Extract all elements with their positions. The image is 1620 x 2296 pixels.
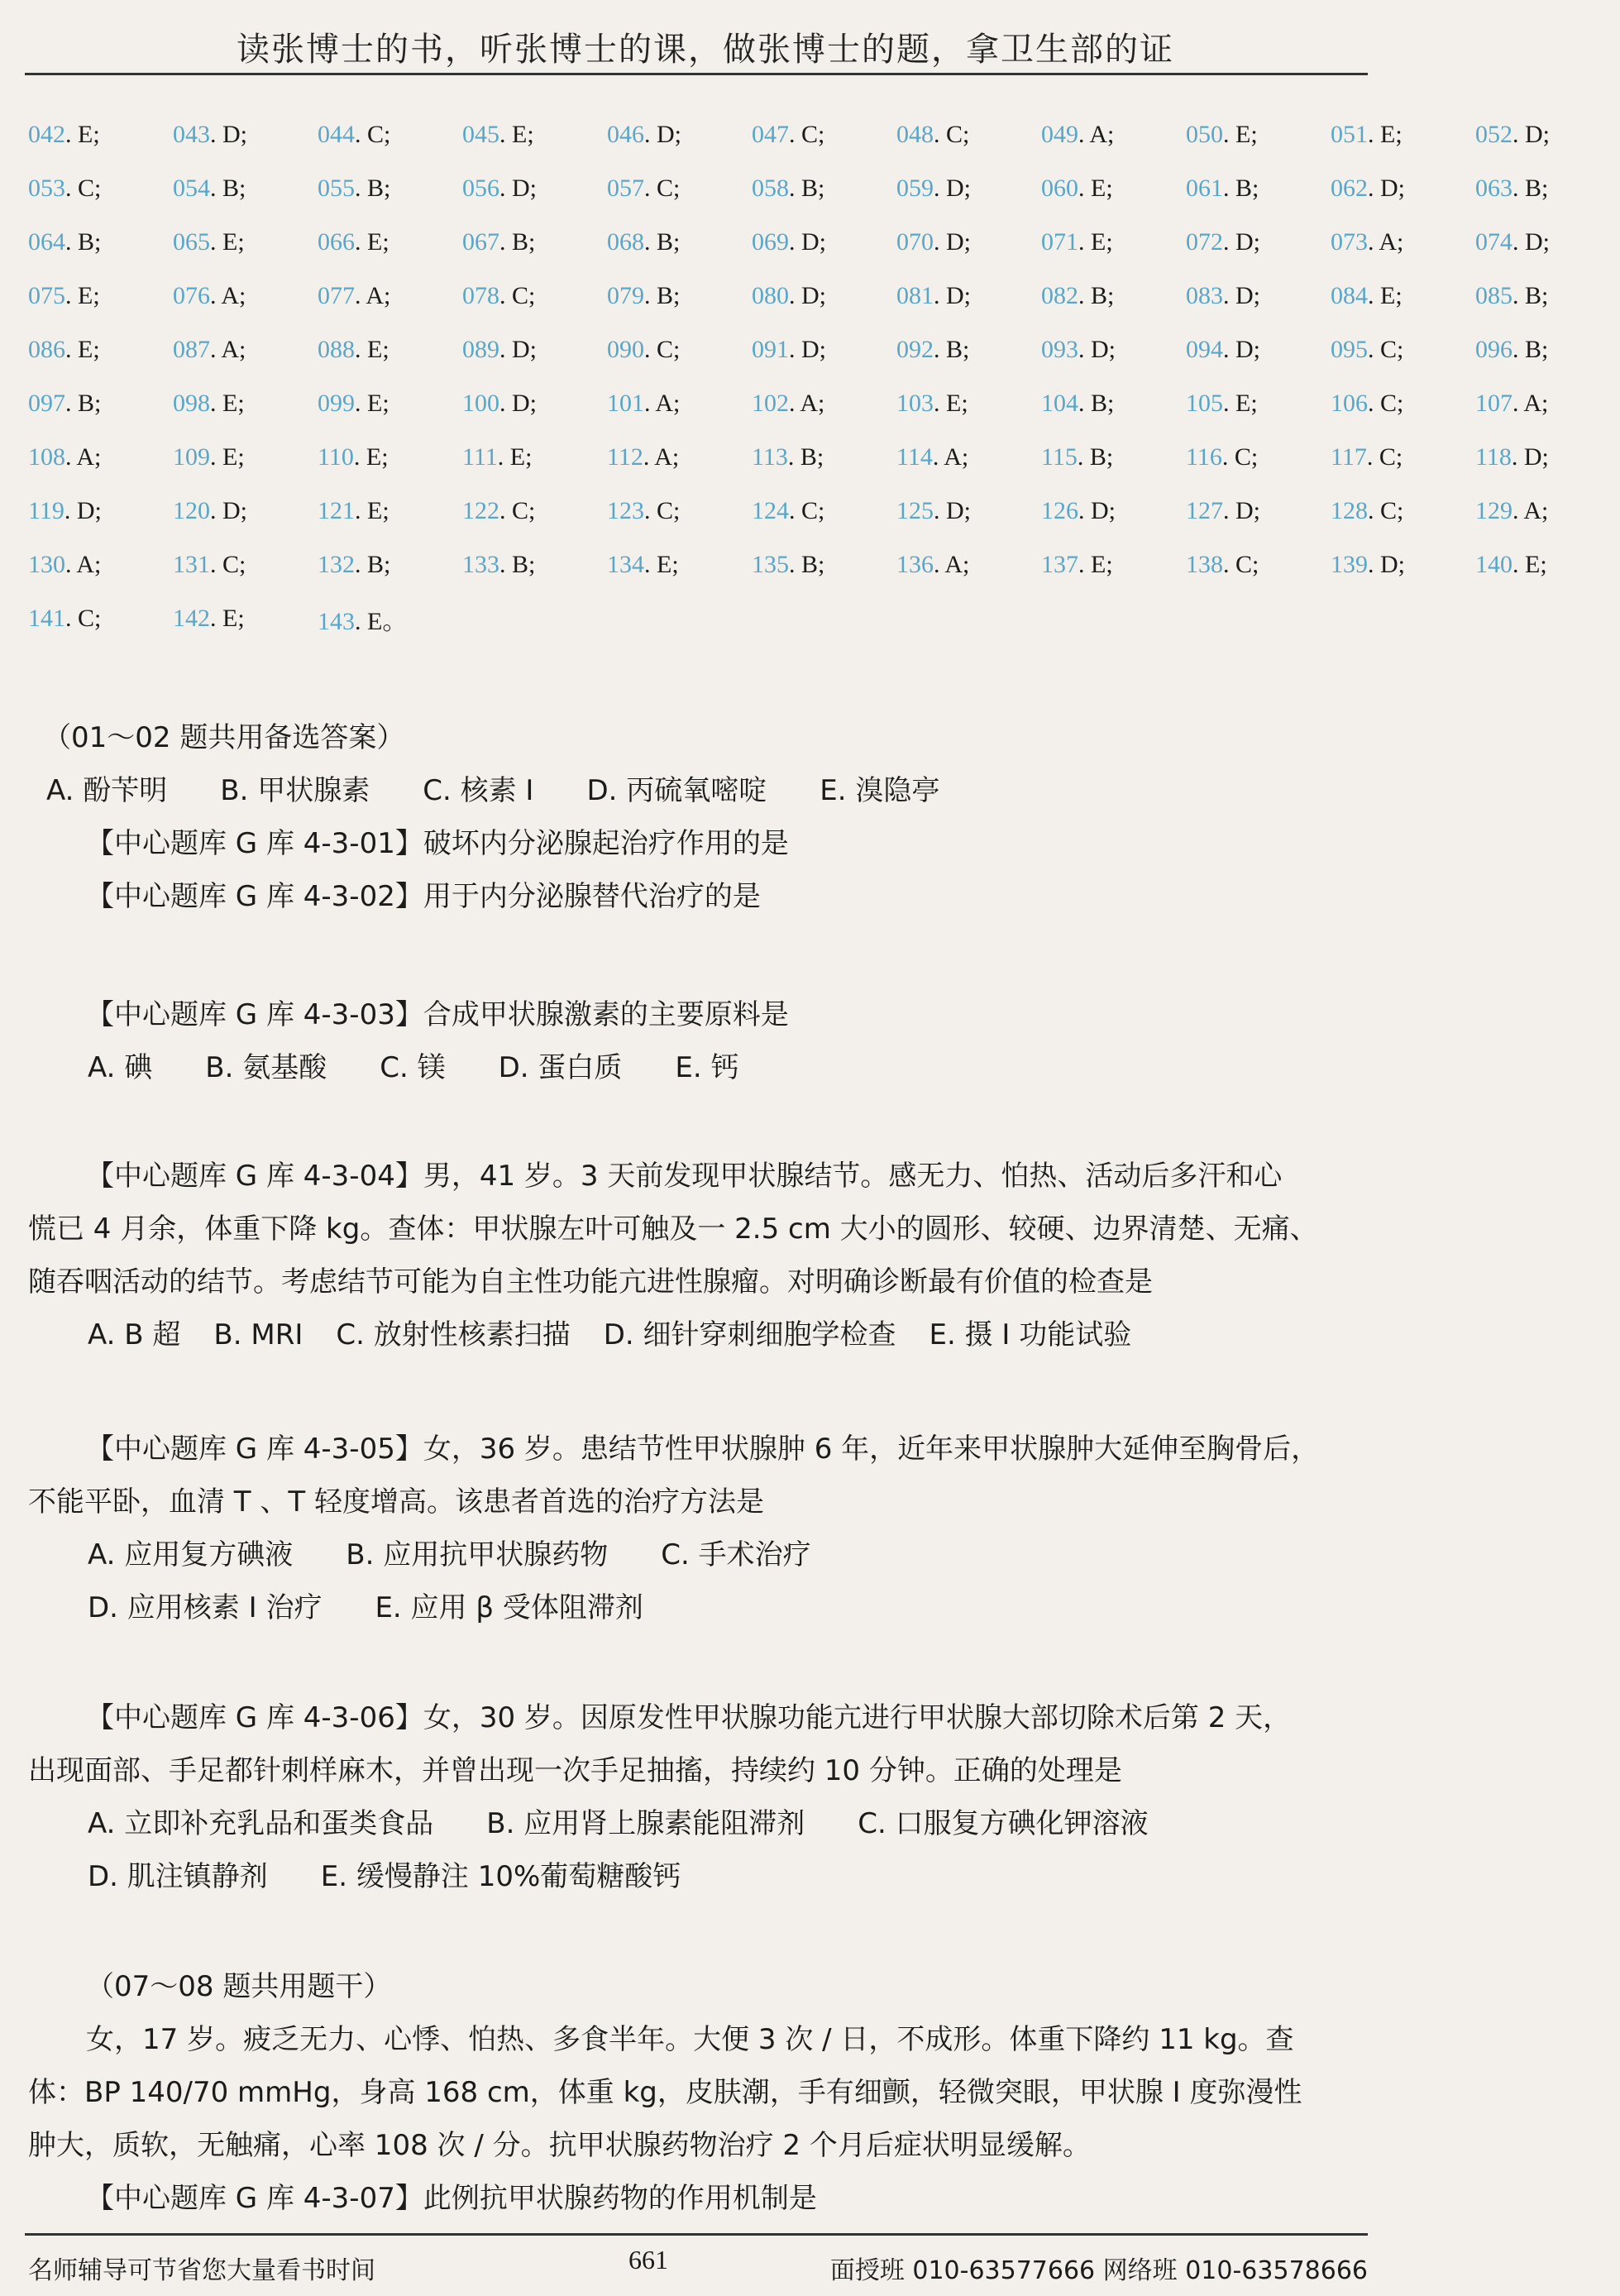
answer-item: 132. B; [318, 550, 391, 578]
answer-item: 089. D; [462, 335, 537, 363]
answer-item: 052. D; [1475, 120, 1550, 148]
answer-item: 121. E; [318, 496, 389, 524]
answer-item: 062. D; [1331, 174, 1405, 202]
option-list [28, 764, 1376, 817]
answer-row [28, 376, 1549, 430]
answer-item: 047. C; [752, 120, 825, 148]
answer-item: 079. B; [607, 281, 681, 309]
option-list-row-2 [28, 1581, 1376, 1634]
question-06-line-1: 【中心题库 G 库 4-3-06】女，30 岁。因原发性甲状腺功能亢进行甲状腺大部切除术后第 2 天， [86, 1701, 1292, 1734]
answer-item: 054. B; [173, 174, 246, 202]
answer-row [28, 323, 1549, 376]
question-03-block [28, 988, 1376, 1094]
option-d: D. 肌注镇静剂 [88, 1860, 268, 1893]
answer-item: 051. E; [1331, 120, 1403, 148]
answer-item: 128. C; [1331, 496, 1404, 524]
answer-row [28, 269, 1549, 323]
option-b: B. 甲状腺素 [220, 774, 370, 807]
answer-item: 060. E; [1041, 174, 1113, 202]
question-04-line-2: 慌已 4 月余，体重下降 kg。查体：甲状腺左叶可触及一 2.5 cm 大小的圆形、较硬、边界清楚、无痛、 [28, 1213, 1318, 1246]
answer-item: 072. D; [1186, 227, 1260, 256]
answer-item: 073. A; [1331, 227, 1404, 256]
footer-divider [25, 2233, 1368, 2236]
answer-item: 069. D; [752, 227, 826, 256]
answer-item: 114. A; [896, 442, 969, 471]
header-title: 读张博士的书，听张博士的课，做张博士的题，拿卫生部的证 [237, 31, 1174, 69]
answer-item: 123. C; [607, 496, 681, 524]
question-05-block [28, 1423, 1376, 1634]
footer-slogan: 名师辅导可节省您大量看书时间 [28, 2256, 375, 2285]
answer-item: 077. A; [318, 281, 391, 309]
answer-item: 135. B; [752, 550, 825, 578]
answer-item: 042. E; [28, 120, 100, 148]
answer-item: 044. C; [318, 120, 391, 148]
answer-item: 063. B; [1475, 174, 1549, 202]
answer-item: 116. C; [1186, 442, 1259, 471]
answer-item: 120. D; [173, 496, 247, 524]
answer-item: 112. A; [607, 442, 680, 471]
answer-row [28, 430, 1549, 484]
answer-row [28, 591, 1376, 645]
answer-item: 078. C; [462, 281, 536, 309]
option-list [28, 1041, 1376, 1094]
answer-item: 076. A; [173, 281, 246, 309]
answer-item: 122. C; [462, 496, 536, 524]
answer-item: 067. B; [462, 227, 536, 256]
option-e: E. 应用 β 受体阻滞剂 [375, 1591, 643, 1624]
option-d: D. 细针穿刺细胞学检查 [603, 1318, 896, 1351]
answer-item: 070. D; [896, 227, 971, 256]
answer-item: 088. E; [318, 335, 389, 363]
answer-item: 113. B; [752, 442, 824, 471]
answer-item: 119. D; [28, 496, 102, 524]
answer-item: 136. A; [896, 550, 970, 578]
page-footer [0, 2233, 1411, 2296]
answer-item: 065. E; [173, 227, 245, 256]
answer-key [28, 108, 1550, 645]
question-04-line-1: 【中心题库 G 库 4-3-04】男，41 岁。3 天前发现甲状腺结节。感无力、怕热、活动后多汗和心 [86, 1160, 1283, 1193]
answer-item: 091. D; [752, 335, 826, 363]
answer-item: 092. B; [896, 335, 970, 363]
answer-item: 118. D; [1475, 442, 1549, 471]
option-c: C. 镁 [380, 1051, 446, 1084]
answer-item: 115. B; [1041, 442, 1114, 471]
answer-item: 111. E; [462, 442, 533, 471]
answer-item: 100. D; [462, 389, 537, 417]
question-01: 【中心题库 G 库 4-3-01】破坏内分泌腺起治疗作用的是 [86, 827, 789, 860]
answer-item: 043. D; [173, 120, 247, 148]
answer-row [28, 108, 1550, 161]
option-a: A. B 超 [88, 1318, 181, 1351]
answer-row [28, 484, 1549, 538]
question-04-block [28, 1150, 1376, 1361]
answer-item: 068. B; [607, 227, 681, 256]
answer-item: 086. E; [28, 335, 100, 363]
answer-item: 087. A; [173, 335, 246, 363]
answer-item: 085. B; [1475, 281, 1549, 309]
option-d: D. 丙硫氧嘧啶 [586, 774, 767, 807]
option-list-row-1 [28, 1528, 1376, 1581]
option-a: A. 应用复方碘液 [88, 1538, 294, 1571]
option-c: C. 放射性核素扫描 [336, 1318, 571, 1351]
answer-item: 093. D; [1041, 335, 1116, 363]
answer-item: 106. C; [1331, 389, 1404, 417]
answer-item: 097. B; [28, 389, 102, 417]
answer-item: 142. E; [173, 604, 245, 632]
answer-item: 055. B; [318, 174, 391, 202]
answer-item: 127. D; [1186, 496, 1260, 524]
answer-item: 140. E; [1475, 550, 1547, 578]
answer-item: 105. E; [1186, 389, 1258, 417]
footer-contact: 面授班 010-63577666 网络班 010-63578666 [829, 2256, 1368, 2285]
answer-item: 084. E; [1331, 281, 1403, 309]
answer-item: 124. C; [752, 496, 825, 524]
answer-item: 080. D; [752, 281, 826, 309]
answer-item: 096. B; [1475, 335, 1549, 363]
section-07-08 [28, 1960, 1376, 2225]
section-intro: （01～02 题共用备选答案） [43, 721, 405, 754]
answer-item: 049. A; [1041, 120, 1115, 148]
question-03: 【中心题库 G 库 4-3-03】合成甲状腺激素的主要原料是 [86, 998, 789, 1031]
answer-item: 107. A; [1475, 389, 1549, 417]
answer-item: 102. A; [752, 389, 825, 417]
option-a: A. 立即补充乳品和蛋类食品 [88, 1807, 434, 1840]
answer-item: 095. C; [1331, 335, 1404, 363]
case-stem-line-3: 肿大，质软，无触痛，心率 108 次 / 分。抗甲状腺药物治疗 2 个月后症状明显缓解。 [28, 2129, 1091, 2162]
answer-item: 056. D; [462, 174, 537, 202]
answer-item: 057. C; [607, 174, 681, 202]
header-divider [25, 73, 1368, 75]
answer-item: 053. C; [28, 174, 102, 202]
case-stem-line-2: 体：BP 140/70 mmHg，身高 168 cm，体重 kg，皮肤潮，手有细颤，轻微突眼，甲状腺 I 度弥漫性 [28, 2076, 1302, 2109]
page-header [0, 0, 1411, 76]
option-a: A. 酚苄明 [46, 774, 168, 807]
option-c: C. 核素 I [423, 774, 534, 807]
option-e: E. 缓慢静注 10%葡萄糖酸钙 [320, 1860, 681, 1893]
case-stem-line-1: 女，17 岁。疲乏无力、心悸、怕热、多食半年。大便 3 次 / 日，不成形。体重下降约 11 kg。查 [86, 2023, 1294, 2056]
answer-item: 098. E; [173, 389, 245, 417]
option-a: A. 碘 [88, 1051, 153, 1084]
answer-row [28, 538, 1547, 591]
option-c: C. 手术治疗 [661, 1538, 811, 1571]
option-e: E. 摄 I 功能试验 [929, 1318, 1132, 1351]
question-06-line-2: 出现面部、手足都针刺样麻木，并曾出现一次手足抽搐，持续约 10 分钟。正确的处理是 [28, 1754, 1122, 1787]
answer-item: 125. D; [896, 496, 971, 524]
option-b: B. MRI [213, 1318, 303, 1351]
question-05-line-2: 不能平卧，血清 T 、T 轻度增高。该患者首选的治疗方法是 [28, 1485, 764, 1519]
option-list-row-2 [28, 1850, 1376, 1903]
option-list-row-1 [28, 1797, 1376, 1850]
answer-item: 117. C; [1331, 442, 1403, 471]
question-05-line-1: 【中心题库 G 库 4-3-05】女，36 岁。患结节性甲状腺肿 6 年，近年来甲状腺肿大延伸至胸骨后， [86, 1433, 1320, 1466]
option-b: B. 应用抗甲状腺药物 [346, 1538, 609, 1571]
answer-item: 137. E; [1041, 550, 1113, 578]
question-04-line-3: 随吞咽活动的结节。考虑结节可能为自主性功能亢进性腺瘤。对明确诊断最有价值的检查是 [28, 1265, 1153, 1299]
answer-item: 094. D; [1186, 335, 1260, 363]
answer-item: 130. A; [28, 550, 102, 578]
answer-item: 058. B; [752, 174, 825, 202]
answer-item: 134. E; [607, 550, 679, 578]
answer-item: 083. D; [1186, 281, 1260, 309]
answer-item: 081. D; [896, 281, 971, 309]
answer-item: 066. E; [318, 227, 389, 256]
page-number: 661 [628, 2245, 668, 2274]
answer-item: 082. B; [1041, 281, 1115, 309]
answer-item: 110. E; [318, 442, 389, 471]
answer-row [28, 161, 1549, 215]
answer-item: 104. B; [1041, 389, 1115, 417]
answer-item: 046. D; [607, 120, 681, 148]
answer-item: 075. E; [28, 281, 100, 309]
option-list [28, 1308, 1376, 1361]
answer-item: 143. E。 [318, 607, 408, 635]
option-d: D. 蛋白质 [498, 1051, 623, 1084]
section-01-02 [28, 711, 1376, 923]
question-07: 【中心题库 G 库 4-3-07】此例抗甲状腺药物的作用机制是 [86, 2182, 817, 2215]
answer-item: 141. C; [28, 604, 102, 632]
question-06-block [28, 1691, 1376, 1903]
option-b: B. 应用肾上腺素能阻滞剂 [486, 1807, 805, 1840]
option-b: B. 氨基酸 [205, 1051, 327, 1084]
question-02: 【中心题库 G 库 4-3-02】用于内分泌腺替代治疗的是 [86, 880, 761, 913]
answer-item: 129. A; [1475, 496, 1549, 524]
answer-item: 048. C; [896, 120, 970, 148]
answer-item: 131. C; [173, 550, 246, 578]
answer-item: 133. B; [462, 550, 536, 578]
answer-item: 061. B; [1186, 174, 1259, 202]
answer-item: 103. E; [896, 389, 968, 417]
answer-item: 050. E; [1186, 120, 1258, 148]
option-d: D. 应用核素 I 治疗 [88, 1591, 323, 1624]
answer-item: 090. C; [607, 335, 681, 363]
answer-item: 126. D; [1041, 496, 1116, 524]
option-e: E. 钙 [675, 1051, 739, 1084]
answer-item: 071. E; [1041, 227, 1113, 256]
answer-item: 045. E; [462, 120, 534, 148]
answer-item: 074. D; [1475, 227, 1550, 256]
answer-item: 109. E; [173, 442, 245, 471]
answer-item: 099. E; [318, 389, 389, 417]
answer-item: 138. C; [1186, 550, 1259, 578]
answer-item: 101. A; [607, 389, 681, 417]
answer-item: 108. A; [28, 442, 102, 471]
section-intro: （07～08 题共用题干） [86, 1970, 392, 2003]
answer-item: 059. D; [896, 174, 971, 202]
option-c: C. 口服复方碘化钾溶液 [858, 1807, 1149, 1840]
option-e: E. 溴隐亭 [820, 774, 940, 807]
answer-item: 139. D; [1331, 550, 1405, 578]
answer-item: 064. B; [28, 227, 102, 256]
answer-row [28, 215, 1550, 269]
